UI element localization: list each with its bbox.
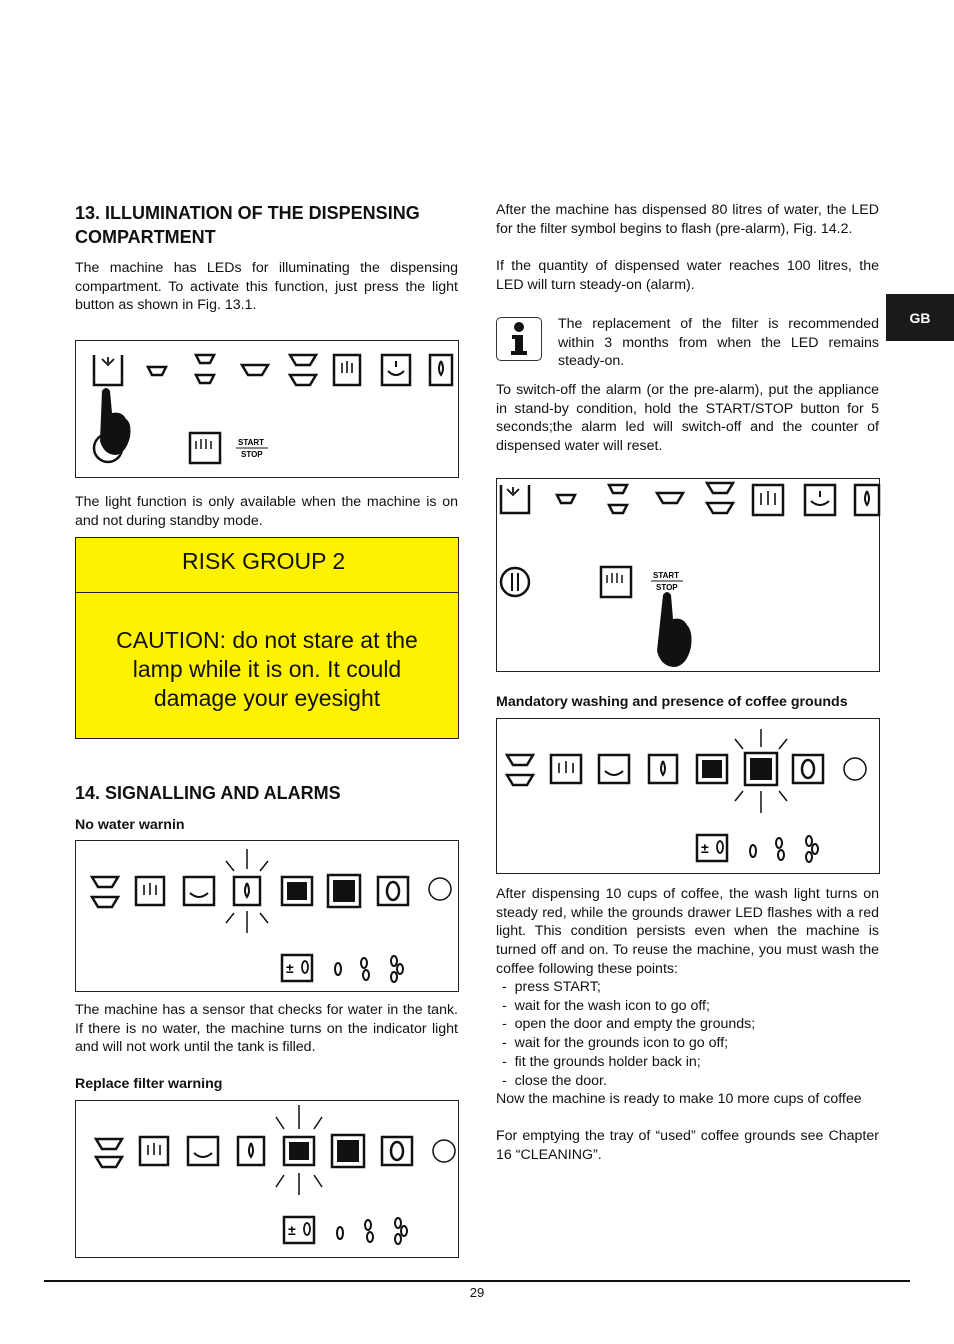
washing-panel-drawing xyxy=(497,719,879,873)
status-indicator-icon xyxy=(844,758,866,780)
status-indicator-icon xyxy=(429,878,451,900)
coffee-strength-icon xyxy=(335,956,403,982)
hot-water-icon xyxy=(805,485,835,515)
wash-icon xyxy=(328,875,360,907)
coffee-bean-icon xyxy=(382,1137,412,1165)
stop-label: STOP xyxy=(656,583,678,592)
plus-minus-label: ± xyxy=(701,840,709,856)
start-label: START xyxy=(238,438,265,447)
filter-text-2: If the quantity of dispensed water reaches 100 litres, the LED will turn steady-on (alarm). xyxy=(496,258,879,293)
long-cup-icon xyxy=(242,365,268,375)
caution-line-3: damage your eyesight xyxy=(153,685,381,711)
ready-text: Now the machine is ready to make 10 more cups of coffee xyxy=(496,1091,862,1107)
light-button-icon xyxy=(501,485,529,513)
water-tank-icon xyxy=(430,355,452,385)
plus-minus-label: ± xyxy=(288,1222,296,1238)
risk-warning-box xyxy=(75,537,459,739)
filter-title: Replace filter warning xyxy=(75,1076,223,1092)
figure-14-2-control-panel xyxy=(496,478,880,672)
double-long-cup-icon xyxy=(92,877,118,907)
stop-label: STOP xyxy=(241,450,263,459)
plus-minus-label: ± xyxy=(286,960,294,976)
figure-mandatory-washing xyxy=(496,718,880,874)
risk-warning-divider xyxy=(76,592,458,593)
power-button-icon xyxy=(501,568,529,596)
steam-icon xyxy=(551,755,581,783)
section-13-heading xyxy=(75,201,465,249)
washing-step: - fit the grounds holder back in; xyxy=(502,1053,701,1070)
no-water-panel-drawing xyxy=(76,841,458,991)
double-cup-icon xyxy=(609,485,627,513)
coffee-bean-icon xyxy=(793,755,823,783)
water-tank-icon xyxy=(855,485,879,515)
start-stop-button-icon xyxy=(651,571,683,592)
emptying-text: For emptying the tray of “used” coffee grounds see Chapter 16 “CLEANING”. xyxy=(496,1128,879,1163)
control-panel-drawing xyxy=(76,341,458,477)
single-cup-icon xyxy=(557,495,575,503)
footer-rule xyxy=(44,1280,910,1282)
risk-warning-title: RISK GROUP 2 xyxy=(182,548,346,574)
steam-icon xyxy=(334,355,360,385)
grounds-drawer-icon xyxy=(282,877,312,905)
hot-water-icon xyxy=(599,755,629,783)
switch-off-text: To switch-off the alarm (or the pre-alarm), put the appliance in stand-by condition, hold the START/STOP button for 5 seconds;the alarm led will switch-off and the counter of dispensed water will reset. xyxy=(496,382,879,455)
double-long-cup-icon xyxy=(707,483,733,513)
start-stop-button-icon xyxy=(236,438,268,459)
section-13-heading-line2: COMPARTMENT xyxy=(75,227,216,247)
wash-icon xyxy=(332,1135,364,1167)
figure-replace-filter-warning xyxy=(75,1100,459,1258)
washing-steps-list xyxy=(496,978,879,1090)
strength-adjust-icon xyxy=(697,835,727,861)
strength-adjust-icon xyxy=(282,955,312,981)
filter-text-1: After the machine has dispensed 80 litres of water, the LED for the filter symbol begins to flash (pre-alarm), Fig. 14.2. xyxy=(496,202,879,237)
light-button-icon xyxy=(94,355,122,385)
double-long-cup-icon xyxy=(290,355,316,385)
language-tab xyxy=(886,294,954,341)
hot-water-icon xyxy=(382,355,410,385)
filter-icon-flashing xyxy=(276,1105,322,1195)
figure-no-water-warning xyxy=(75,840,459,992)
steam-icon xyxy=(140,1137,168,1165)
no-water-title: No water warnin xyxy=(75,817,185,833)
washing-step: - press START; xyxy=(502,979,601,995)
single-cup-icon xyxy=(148,367,166,375)
page-number: 29 xyxy=(469,1285,485,1300)
status-indicator-icon xyxy=(433,1140,455,1162)
section-13-heading-line1: 13. ILLUMINATION OF THE DISPENSING xyxy=(75,203,420,223)
language-tab-label: GB xyxy=(909,309,931,326)
mandatory-washing-title: Mandatory washing and presence of coffee grounds xyxy=(496,694,848,710)
caution-line-2: lamp while it is on. It could xyxy=(132,656,402,682)
start-stop-panel-drawing xyxy=(497,479,879,671)
double-cup-icon xyxy=(196,355,214,383)
water-tank-icon xyxy=(238,1137,264,1165)
coffee-strength-icon xyxy=(750,836,818,862)
after-dispensing-text: After dispensing 10 cups of coffee, the wash light turns on steady red, while the grounds drawer LED flashes with a red light. This condition persists even when the machine is turned off and on. To reuse the machine, you must wash the coffee following these points: xyxy=(496,886,879,977)
long-cup-icon xyxy=(657,493,683,503)
figure-13-1-control-panel xyxy=(75,340,459,478)
caution-line-1: CAUTION: do not stare at the xyxy=(116,627,418,653)
pointing-hand-icon xyxy=(657,592,692,667)
steam-icon xyxy=(753,485,783,515)
washing-step: - wait for the wash icon to go off; xyxy=(502,997,710,1014)
hot-water-icon xyxy=(184,877,214,905)
water-tank-icon xyxy=(649,755,677,783)
washing-step: - open the door and empty the grounds; xyxy=(502,1016,756,1033)
water-tank-icon-flashing xyxy=(226,849,268,933)
strength-adjust-icon xyxy=(284,1217,314,1243)
washing-step: - close the door. xyxy=(502,1072,607,1089)
rinse-button-icon xyxy=(601,567,631,597)
no-water-text: The machine has a sensor that checks for water in the tank. If there is no water, the machine turns on the indicator light and will not work until the tank is filled. xyxy=(75,1002,458,1056)
steam-icon xyxy=(136,877,164,905)
double-long-cup-icon xyxy=(507,755,533,785)
double-long-cup-icon xyxy=(96,1139,122,1167)
rinse-button-icon xyxy=(190,433,220,463)
risk-warning-caution xyxy=(76,626,458,713)
wash-icon-flashing xyxy=(735,729,787,813)
section-13-intro: The machine has LEDs for illuminating the dispensing compartment. To activate this function, just press the light button as shown in Fig. 13.1. xyxy=(75,260,458,314)
section-14-heading: 14. SIGNALLING AND ALARMS xyxy=(75,783,341,803)
filter-panel-drawing xyxy=(76,1101,458,1257)
coffee-strength-icon xyxy=(337,1218,407,1244)
pointing-hand-icon xyxy=(100,388,131,455)
grounds-drawer-icon xyxy=(697,755,727,783)
start-label: START xyxy=(653,571,680,580)
info-icon-glyph xyxy=(507,321,531,357)
coffee-bean-icon xyxy=(378,877,408,905)
light-function-note: The light function is only available when the machine is on and not during standby mode. xyxy=(75,494,458,529)
washing-step: - wait for the grounds icon to go off; xyxy=(502,1035,729,1052)
info-text: The replacement of the filter is recommended within 3 months from when the LED remains steady-on. xyxy=(558,316,879,370)
hot-water-icon xyxy=(188,1137,218,1165)
info-icon xyxy=(496,317,542,361)
